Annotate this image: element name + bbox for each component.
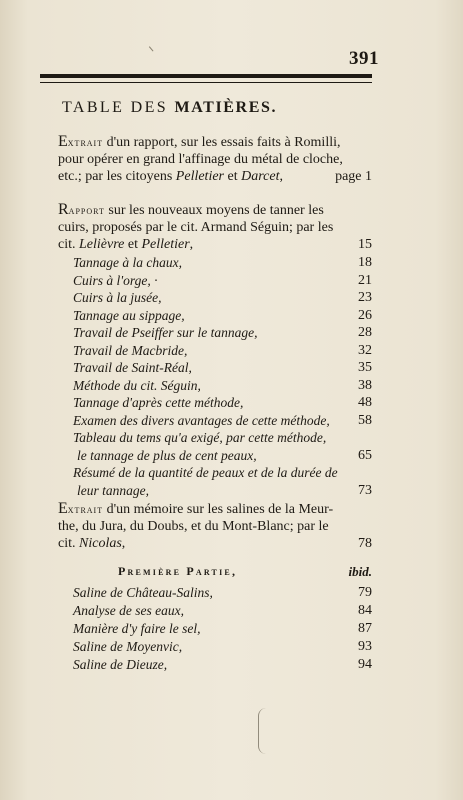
page-ref: 73 <box>358 482 372 498</box>
subentry-line <box>73 638 374 656</box>
header-rule-thick <box>40 74 372 78</box>
subentry-label: Saline de Dieuze, <box>73 657 168 672</box>
subentry-line <box>73 272 374 290</box>
subentry-label: Travail de Pseiffer sur le tannage, <box>73 325 258 340</box>
page-ref: 65 <box>358 447 372 463</box>
subentry-line <box>73 342 374 360</box>
entry-line: Extrait d'un mémoire sur les salines de la Meur- <box>58 500 334 517</box>
subentry-label: Examen des divers avantages de cette méthode, <box>73 412 330 428</box>
subentry-line <box>73 307 374 325</box>
subentry-list-salines <box>73 584 374 674</box>
subentry-line <box>73 656 374 674</box>
subentry-label: le tannage de plus de cent peaux, <box>77 447 257 463</box>
page-ref: 58 <box>358 412 372 428</box>
page-ref: 23 <box>358 290 372 305</box>
page-ref: 32 <box>358 342 372 358</box>
entry-line: cuirs, proposés par le cit. Armand Séguin; par les <box>58 219 334 235</box>
subentry-line <box>73 482 374 500</box>
subentry-label: Analyse de ses eaux, <box>73 603 184 618</box>
entry-line: Rapport sur les nouveaux moyens de tanner les <box>58 201 324 218</box>
page-ref: 28 <box>358 325 372 340</box>
subentry-label: Cuirs à l'orge, · <box>73 272 158 288</box>
subentry-label: Cuirs à la jusée, <box>73 290 162 305</box>
subentry-label: Résumé de la quantité de peaux et de la durée de <box>73 465 338 480</box>
page-ref: 38 <box>358 377 372 393</box>
entry-line: cit. Lelièvre et Pelletier, 15 <box>58 237 372 252</box>
page-ref: 26 <box>358 307 372 323</box>
subentry-line <box>73 324 374 342</box>
page-ref: page 1 <box>335 169 372 184</box>
subentry-label: Saline de Château-Salins, <box>73 585 213 600</box>
subentry-label: Méthode du cit. Séguin, <box>73 377 201 393</box>
subentry-line <box>73 584 374 602</box>
subentry-line <box>73 254 374 272</box>
page-ref: ibid. <box>348 564 372 579</box>
page-ref: 15 <box>358 237 372 252</box>
subentry-label: Tannage au sippage, <box>73 307 185 323</box>
stray-tick-mark <box>149 42 158 51</box>
entry-line: the, du Jura, du Doubs, et du Mont-Blanc; par le <box>58 518 329 534</box>
subentry-label: Manière d'y faire le sel, <box>73 621 201 636</box>
page-number: 391 <box>349 48 379 69</box>
stray-pen-mark <box>258 708 269 754</box>
page-ref: 78 <box>358 536 372 551</box>
entry-line: cit. Nicolas, 78 <box>58 536 372 551</box>
subentry-line <box>73 359 374 377</box>
subentry-line <box>73 447 374 465</box>
subentry-label: Tannage d'après cette méthode, <box>73 395 244 410</box>
subentry-line <box>73 429 374 447</box>
page-ref: 87 <box>358 621 372 636</box>
title-part-2: MATIÈRES. <box>174 99 278 116</box>
subentry-list-tannage <box>73 254 374 499</box>
subentry-label: leur tannage, <box>77 482 149 498</box>
page-ref: 93 <box>358 639 372 654</box>
page-title <box>62 99 277 117</box>
subentry-label: Travail de Saint-Réal, <box>73 360 192 375</box>
subentry-line <box>73 289 374 307</box>
subentry-line <box>73 412 374 430</box>
entry-line: pour opérer en grand l'affinage du métal de cloche, <box>58 151 343 167</box>
page-ref: 79 <box>358 585 372 600</box>
page-ref: 84 <box>358 603 372 618</box>
subentry-label: Saline de Moyenvic, <box>73 639 183 654</box>
entry-line: Extrait d'un rapport, sur les essais faits à Romilli, <box>58 133 341 150</box>
subentry-line <box>73 394 374 412</box>
subentry-label: Tannage à la chaux, <box>73 255 182 270</box>
page-ref: 18 <box>358 255 372 270</box>
subentry-line <box>73 464 374 482</box>
subentry-label: Travail de Macbride, <box>73 342 188 358</box>
toc-entry-extrait-memoire <box>58 500 374 553</box>
entry-line: etc.; par les citoyens Pelletier et Darcet, page 1 <box>58 169 372 184</box>
page-ref: 48 <box>358 395 372 410</box>
page-ref: 21 <box>358 272 372 288</box>
page-ref: 35 <box>358 360 372 375</box>
title-part-1: TABLE DES <box>62 99 175 116</box>
subentry-line <box>73 602 374 620</box>
section-title: Première Partie, <box>118 564 238 578</box>
subentry-line <box>73 377 374 395</box>
page-ref: 94 <box>358 657 372 672</box>
toc-entry-rapport-tanner <box>58 201 374 254</box>
subentry-label: Tableau du tems qu'a exigé, par cette méthode, <box>73 430 327 445</box>
header-rule-thin <box>40 82 372 83</box>
toc-entry-extrait-rapport <box>58 133 374 186</box>
subentry-line <box>73 620 374 638</box>
